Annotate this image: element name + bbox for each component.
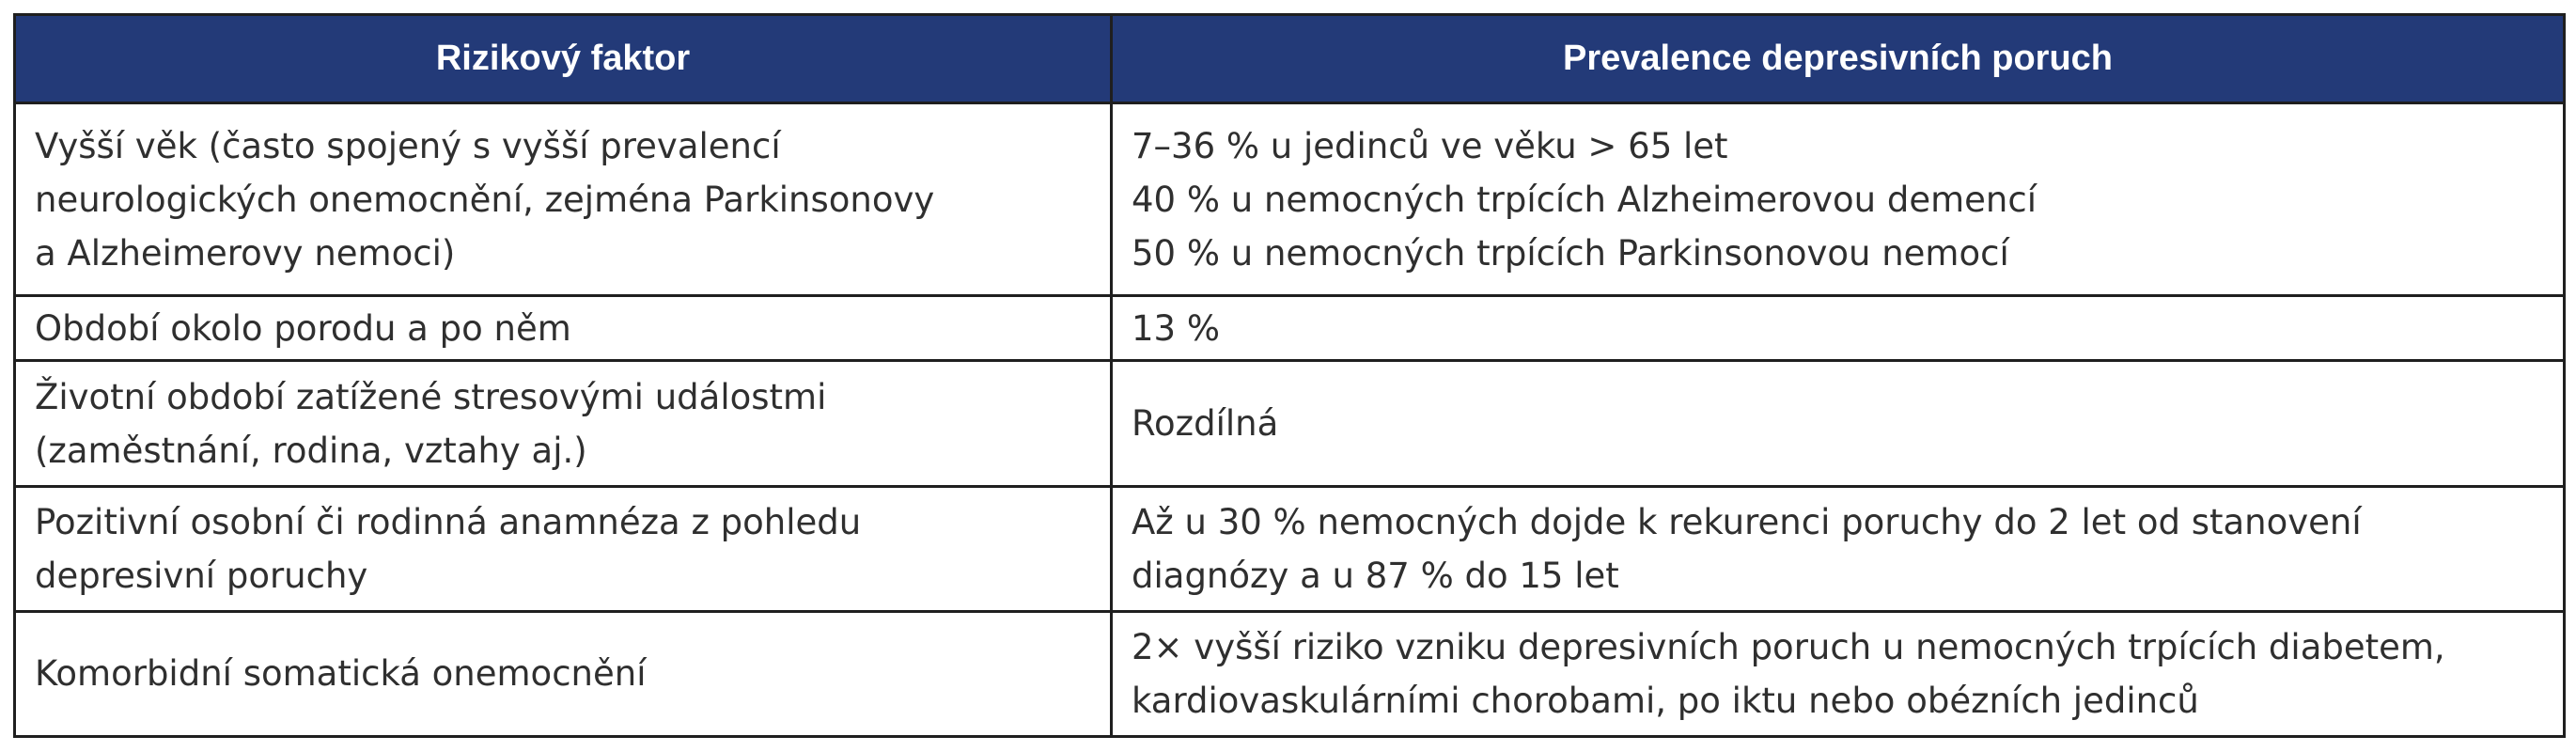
table-row	[15, 103, 2565, 296]
column-header-prevalence: Prevalence depresivních poruch	[1112, 15, 2565, 103]
prevalence-cell: Až u 30 % nemocných dojde k rekurenci poruchy do 2 let od stanovení diagnózy a u 87 % do 15 let	[1112, 486, 2565, 611]
risk-factor-cell: Komorbidní somatická onemocnění	[15, 611, 1112, 736]
column-header-risk-factor: Rizikový faktor	[15, 15, 1112, 103]
prevalence-cell: 13 %	[1112, 296, 2565, 361]
risk-factor-table	[13, 13, 2566, 738]
table-header-row	[15, 15, 2565, 103]
prevalence-cell: 2× vyšší riziko vzniku depresivních poruch u nemocných trpících diabetem, kardiovaskulárními chorobami, po iktu nebo obézních jedinců	[1112, 611, 2565, 736]
risk-factor-cell: Vyšší věk (často spojený s vyšší prevalencí neurologických onemocnění, zejména Parkinsonovy a Alzheimerovy nemoci)	[15, 103, 1112, 296]
risk-factor-cell: Životní období zatížené stresovými událostmi (zaměstnání, rodina, vztahy aj.)	[15, 361, 1112, 486]
risk-factor-table-container	[13, 13, 2563, 738]
table-row	[15, 611, 2565, 736]
prevalence-cell: Rozdílná	[1112, 361, 2565, 486]
table-row	[15, 361, 2565, 486]
prevalence-cell: 7–36 % u jedinců ve věku > 65 let 40 % u nemocných trpících Alzheimerovou demencí 50 % u nemocných trpících Parkinsonovou nemocí	[1112, 103, 2565, 296]
risk-factor-cell: Pozitivní osobní či rodinná anamnéza z pohledu depresivní poruchy	[15, 486, 1112, 611]
table-row	[15, 486, 2565, 611]
table-row	[15, 296, 2565, 361]
risk-factor-cell: Období okolo porodu a po něm	[15, 296, 1112, 361]
